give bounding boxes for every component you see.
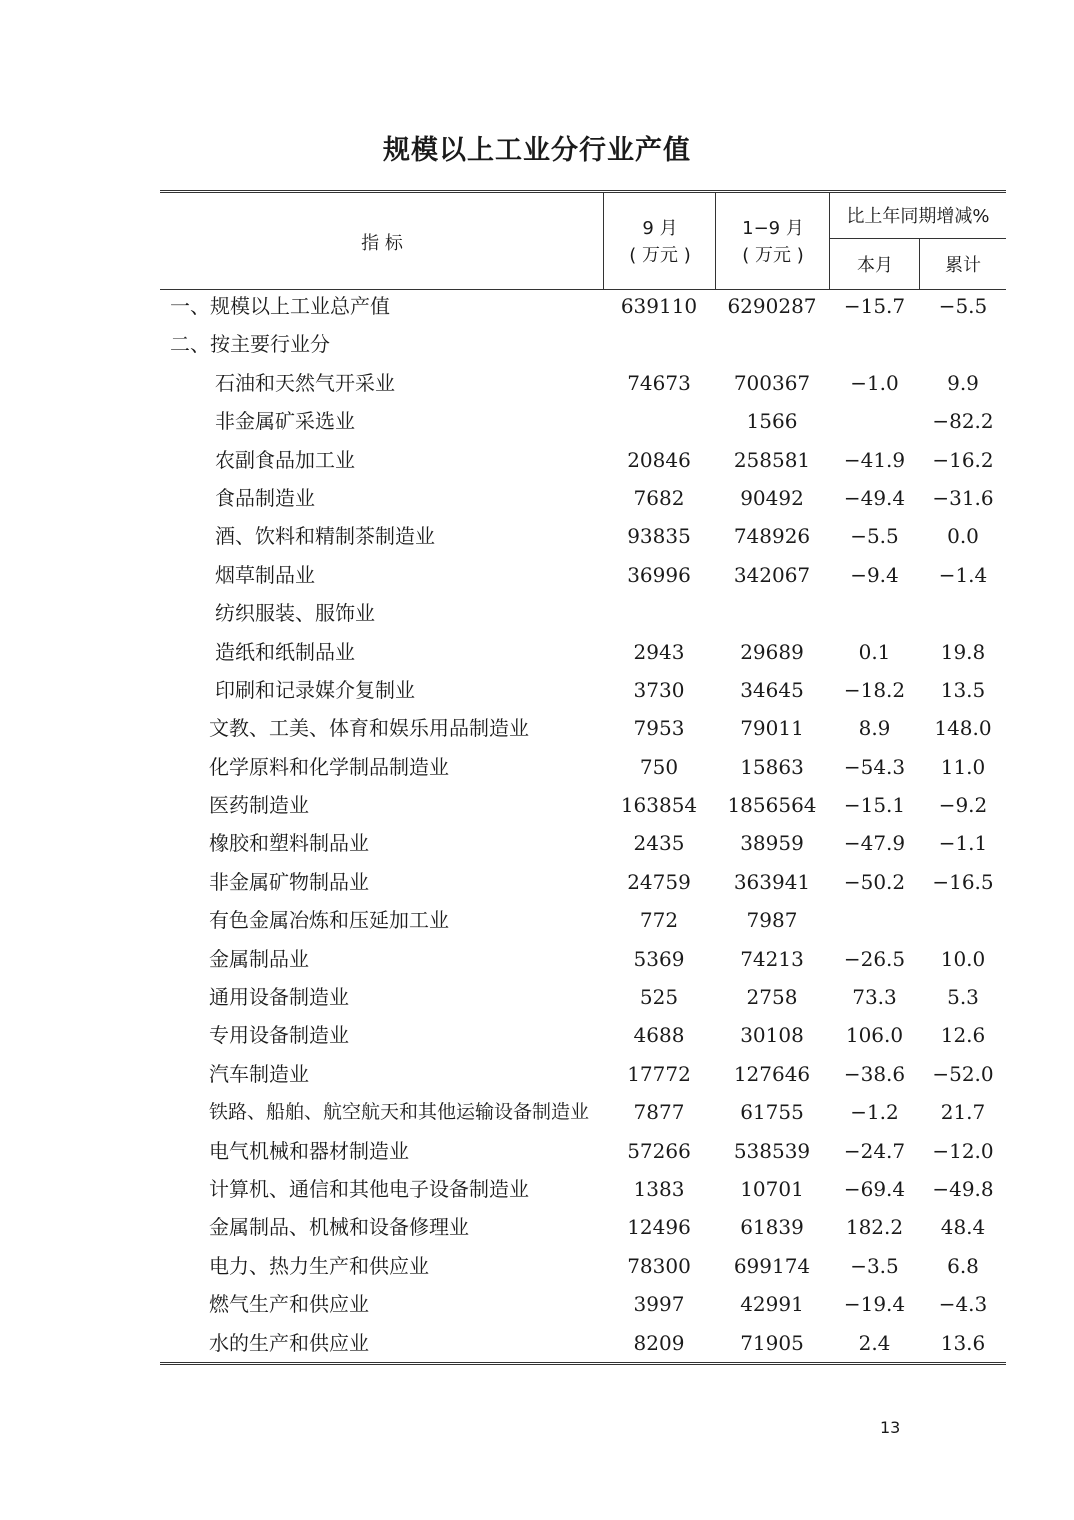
row-month-value: 8209 bbox=[633, 1330, 685, 1355]
row-cumulative-change: −52.0 bbox=[932, 1061, 994, 1086]
header-divider bbox=[715, 193, 716, 290]
header-divider bbox=[829, 193, 830, 290]
row-month-value: 1383 bbox=[633, 1176, 685, 1201]
row-month-value: 163854 bbox=[620, 793, 698, 818]
row-cumulative-change: 19.8 bbox=[940, 639, 986, 664]
row-name: 水的生产和供应业 bbox=[209, 1330, 369, 1355]
header-month-unit: ( 万元 ) bbox=[629, 244, 691, 266]
header-indicator: 指 标 bbox=[361, 232, 403, 254]
header-change-group: 比上年同期增减% bbox=[846, 206, 990, 227]
row-month-change: −1.2 bbox=[850, 1100, 899, 1125]
row-cumulative-value: 699174 bbox=[733, 1253, 811, 1278]
row-month-change: −38.6 bbox=[843, 1061, 906, 1086]
table-row bbox=[160, 1289, 1006, 1327]
row-month-change: −41.9 bbox=[843, 447, 906, 472]
table-row bbox=[160, 406, 1006, 444]
table-body bbox=[160, 291, 1006, 1366]
row-month-value: 7877 bbox=[633, 1100, 685, 1125]
row-month-change: −26.5 bbox=[843, 946, 906, 971]
row-month-change: 73.3 bbox=[852, 985, 897, 1010]
table-row bbox=[160, 1328, 1006, 1366]
row-month-value: 5369 bbox=[633, 946, 685, 971]
row-cumulative-change: −16.2 bbox=[932, 447, 994, 472]
row-name: 石油和天然气开采业 bbox=[215, 370, 395, 395]
row-cumulative-change: 48.4 bbox=[940, 1215, 986, 1240]
row-name: 电力、热力生产和供应业 bbox=[209, 1253, 429, 1278]
table-row bbox=[160, 867, 1006, 905]
row-name: 金属制品业 bbox=[209, 946, 309, 971]
row-month-change: −47.9 bbox=[843, 831, 906, 856]
row-name: 印刷和记录媒介复制业 bbox=[215, 677, 415, 702]
row-cumulative-value: 538539 bbox=[733, 1138, 811, 1163]
table-row bbox=[160, 1174, 1006, 1212]
row-month-change: −69.4 bbox=[843, 1176, 906, 1201]
row-month-change: −15.1 bbox=[843, 793, 906, 818]
row-cumulative-value: 2758 bbox=[746, 985, 798, 1010]
row-cumulative-value: 90492 bbox=[740, 485, 804, 510]
row-cumulative-change: 13.5 bbox=[940, 677, 986, 702]
row-cumulative-value: 42991 bbox=[740, 1292, 804, 1317]
row-month-value: 36996 bbox=[627, 562, 691, 587]
row-month-change: −54.3 bbox=[843, 754, 906, 779]
table-row bbox=[160, 1136, 1006, 1174]
table-row bbox=[160, 828, 1006, 866]
header-month-label: 9 月 bbox=[642, 217, 678, 239]
row-cumulative-value: 363941 bbox=[733, 869, 811, 894]
table-row bbox=[160, 291, 1006, 329]
table-row bbox=[160, 713, 1006, 751]
row-cumulative-value: 34645 bbox=[740, 677, 804, 702]
row-cumulative-change: 9.9 bbox=[947, 370, 979, 395]
row-month-change: 182.2 bbox=[845, 1215, 904, 1240]
row-month-change: 0.1 bbox=[858, 639, 891, 664]
row-cumulative-value: 38959 bbox=[740, 831, 804, 856]
page-number: 13 bbox=[880, 1418, 901, 1437]
table-row bbox=[160, 521, 1006, 559]
row-cumulative-change: −12.0 bbox=[932, 1138, 994, 1163]
row-cumulative-value: 61839 bbox=[740, 1215, 804, 1240]
row-name: 计算机、通信和其他电子设备制造业 bbox=[209, 1176, 529, 1201]
table-row bbox=[160, 445, 1006, 483]
row-cumulative-value: 71905 bbox=[740, 1330, 804, 1355]
row-cumulative-value: 15863 bbox=[740, 754, 804, 779]
table-row bbox=[160, 560, 1006, 598]
row-month-change: −18.2 bbox=[843, 677, 906, 702]
row-name: 纺织服装、服饰业 bbox=[215, 601, 375, 626]
row-name: 橡胶和塑料制品业 bbox=[209, 831, 369, 856]
row-name: 燃气生产和供应业 bbox=[209, 1292, 369, 1317]
row-month-change: −19.4 bbox=[843, 1292, 906, 1317]
row-cumulative-change: −31.6 bbox=[932, 485, 994, 510]
row-month-value: 639110 bbox=[620, 294, 698, 318]
row-month-value: 78300 bbox=[627, 1253, 691, 1278]
row-name: 铁路、船舶、航空航天和其他运输设备制造业 bbox=[209, 1101, 590, 1124]
row-name: 食品制造业 bbox=[215, 485, 315, 510]
row-month-value: 525 bbox=[639, 985, 679, 1010]
row-cumulative-change: 12.6 bbox=[940, 1023, 986, 1048]
row-cumulative-value: 1566 bbox=[746, 409, 798, 434]
row-month-value: 772 bbox=[639, 908, 679, 933]
row-month-change: −15.7 bbox=[843, 294, 906, 318]
row-cumulative-change: −49.8 bbox=[932, 1176, 994, 1201]
row-month-change: −5.5 bbox=[850, 524, 899, 549]
row-cumulative-value: 748926 bbox=[733, 524, 811, 549]
row-cumulative-value: 74213 bbox=[740, 946, 804, 971]
table-row bbox=[160, 1020, 1006, 1058]
row-cumulative-change: −4.3 bbox=[938, 1292, 988, 1317]
table-row bbox=[160, 905, 1006, 943]
table-row bbox=[160, 1059, 1006, 1097]
row-name: 造纸和纸制品业 bbox=[215, 639, 355, 664]
header-divider bbox=[919, 238, 920, 290]
row-name: 酒、饮料和精制茶制造业 bbox=[215, 524, 435, 549]
row-cumulative-value: 1856564 bbox=[727, 793, 817, 818]
header-divider bbox=[603, 193, 604, 290]
row-cumulative-change: 6.8 bbox=[947, 1253, 979, 1278]
row-name: 医药制造业 bbox=[209, 793, 309, 818]
row-month-value: 2943 bbox=[633, 639, 685, 664]
row-cumulative-value: 258581 bbox=[733, 447, 811, 472]
table-row bbox=[160, 1251, 1006, 1289]
row-name: 一、规模以上工业总产值 bbox=[170, 294, 390, 318]
row-cumulative-value: 61755 bbox=[740, 1100, 804, 1125]
row-month-change: 106.0 bbox=[845, 1023, 904, 1048]
table-row bbox=[160, 752, 1006, 790]
table-row bbox=[160, 982, 1006, 1020]
row-cumulative-change: −1.4 bbox=[938, 562, 988, 587]
header-cumulative-label: 1−9 月 bbox=[742, 217, 804, 239]
row-name: 化学原料和化学制品制造业 bbox=[209, 754, 449, 779]
row-name: 二、按主要行业分 bbox=[170, 332, 330, 357]
row-cumulative-value: 127646 bbox=[733, 1061, 811, 1086]
row-month-value: 3997 bbox=[633, 1292, 685, 1317]
page-title: 规模以上工业分行业产值 bbox=[383, 135, 691, 166]
row-cumulative-change: 0.0 bbox=[947, 524, 979, 549]
table-row bbox=[160, 598, 1006, 636]
row-cumulative-change: 5.3 bbox=[947, 985, 979, 1010]
row-name: 烟草制品业 bbox=[215, 562, 315, 587]
row-month-change: −24.7 bbox=[843, 1138, 906, 1163]
row-name: 文教、工美、体育和娱乐用品制造业 bbox=[209, 716, 529, 741]
header-month bbox=[604, 193, 716, 290]
row-month-change: −50.2 bbox=[843, 869, 906, 894]
row-month-value: 2435 bbox=[633, 831, 685, 856]
row-month-value: 93835 bbox=[627, 524, 691, 549]
row-name: 电气机械和器材制造业 bbox=[209, 1138, 409, 1163]
row-cumulative-change: 148.0 bbox=[934, 716, 992, 741]
row-cumulative-change: 13.6 bbox=[940, 1330, 986, 1355]
row-name: 有色金属冶炼和压延加工业 bbox=[209, 908, 449, 933]
table-row bbox=[160, 790, 1006, 828]
header-this-month: 本月 bbox=[857, 255, 893, 276]
row-cumulative-value: 6290287 bbox=[727, 294, 817, 318]
row-cumulative-change: −1.1 bbox=[938, 831, 988, 856]
row-cumulative-value: 29689 bbox=[740, 639, 804, 664]
table-row bbox=[160, 483, 1006, 521]
row-month-value: 74673 bbox=[627, 370, 691, 395]
row-cumulative-value: 7987 bbox=[746, 908, 798, 933]
row-name: 专用设备制造业 bbox=[209, 1023, 349, 1048]
row-month-value: 20846 bbox=[627, 447, 691, 472]
row-cumulative-value: 10701 bbox=[740, 1176, 804, 1201]
row-cumulative-value: 700367 bbox=[733, 370, 811, 395]
row-month-value: 7682 bbox=[633, 485, 685, 510]
row-month-change: −9.4 bbox=[850, 562, 899, 587]
header-cumulative-pct: 累计 bbox=[945, 255, 981, 276]
table-row bbox=[160, 944, 1006, 982]
row-month-value: 24759 bbox=[627, 869, 691, 894]
row-cumulative-change: −5.5 bbox=[938, 294, 988, 318]
row-name: 非金属矿物制品业 bbox=[209, 869, 369, 894]
row-month-value: 4688 bbox=[633, 1023, 685, 1048]
row-month-change: −1.0 bbox=[850, 370, 899, 395]
row-cumulative-value: 30108 bbox=[740, 1023, 804, 1048]
row-cumulative-change: 21.7 bbox=[940, 1100, 986, 1125]
row-month-change: −49.4 bbox=[843, 485, 906, 510]
row-cumulative-value: 79011 bbox=[740, 716, 804, 741]
table-row bbox=[160, 1097, 1006, 1135]
table-row bbox=[160, 1212, 1006, 1250]
row-name: 非金属矿采选业 bbox=[215, 409, 355, 434]
row-month-change: 2.4 bbox=[858, 1330, 891, 1355]
row-month-value: 7953 bbox=[633, 716, 685, 741]
table-row bbox=[160, 675, 1006, 713]
row-cumulative-value: 342067 bbox=[733, 562, 811, 587]
row-cumulative-change: −9.2 bbox=[938, 793, 988, 818]
row-cumulative-change: 11.0 bbox=[940, 754, 986, 779]
row-month-change: −3.5 bbox=[850, 1253, 899, 1278]
row-month-value: 750 bbox=[639, 754, 679, 779]
row-month-change: 8.9 bbox=[858, 716, 891, 741]
row-month-value: 57266 bbox=[627, 1138, 691, 1163]
row-cumulative-change: 10.0 bbox=[940, 946, 986, 971]
header-divider bbox=[829, 238, 1006, 239]
row-name: 通用设备制造业 bbox=[209, 985, 349, 1010]
header-bottom-rule bbox=[160, 289, 1006, 290]
row-name: 汽车制造业 bbox=[209, 1061, 309, 1086]
row-month-value: 17772 bbox=[627, 1061, 691, 1086]
row-name: 农副食品加工业 bbox=[215, 447, 355, 472]
table-row bbox=[160, 368, 1006, 406]
header-cumulative bbox=[716, 193, 830, 290]
row-cumulative-change: −82.2 bbox=[932, 409, 994, 434]
row-name: 金属制品、机械和设备修理业 bbox=[209, 1215, 469, 1240]
table-row bbox=[160, 637, 1006, 675]
row-month-value: 12496 bbox=[627, 1215, 691, 1240]
row-month-value: 3730 bbox=[633, 677, 685, 702]
row-cumulative-change: −16.5 bbox=[932, 869, 994, 894]
table-header bbox=[160, 193, 1006, 290]
table-row bbox=[160, 329, 1006, 367]
header-cumulative-unit: ( 万元 ) bbox=[742, 244, 804, 266]
table-bottom-rule bbox=[160, 1362, 1006, 1365]
